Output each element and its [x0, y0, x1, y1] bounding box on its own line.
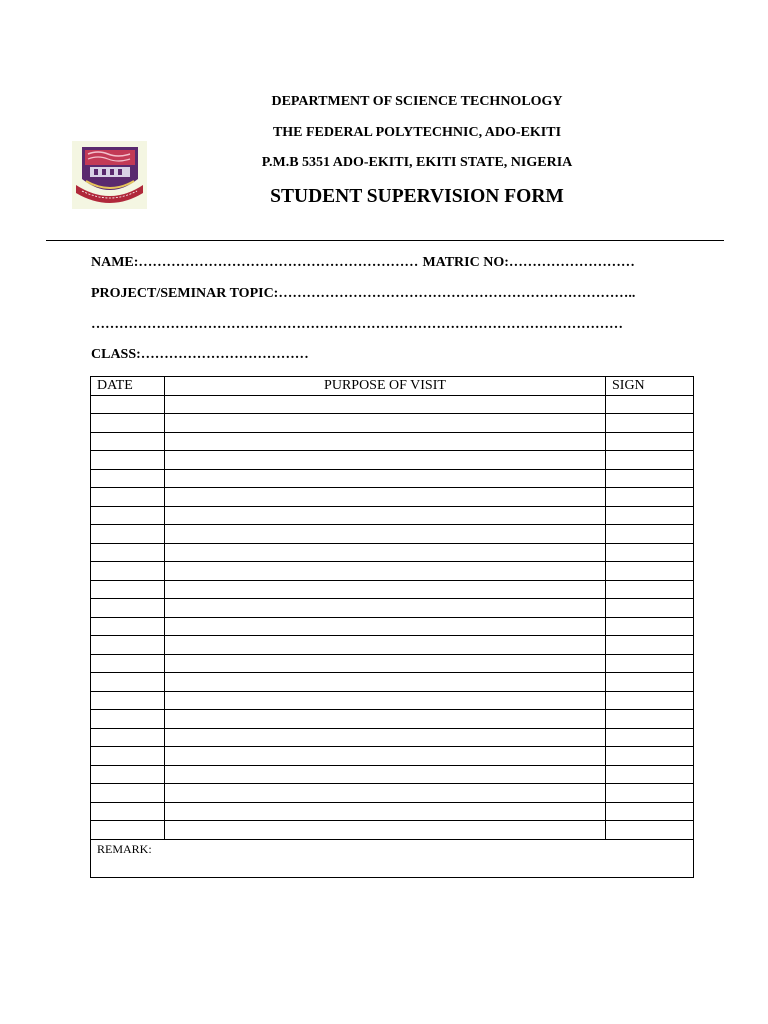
table-row — [91, 765, 694, 784]
table-row — [91, 506, 694, 525]
purpose-cell[interactable] — [165, 488, 606, 507]
date-cell[interactable] — [91, 617, 165, 636]
sign-cell[interactable] — [606, 469, 694, 488]
date-cell[interactable] — [91, 691, 165, 710]
class-field[interactable]: CLASS:……………………………… — [91, 347, 309, 362]
date-cell[interactable] — [91, 728, 165, 747]
date-cell[interactable] — [91, 562, 165, 581]
date-cell[interactable] — [91, 765, 165, 784]
purpose-cell[interactable] — [165, 525, 606, 544]
purpose-cell[interactable] — [165, 636, 606, 655]
address-heading: P.M.B 5351 ADO-EKITI, EKITI STATE, NIGERIA — [261, 155, 573, 170]
purpose-cell[interactable] — [165, 451, 606, 470]
sign-cell[interactable] — [606, 636, 694, 655]
visit-log-body — [91, 395, 694, 839]
sign-cell[interactable] — [606, 784, 694, 803]
sign-cell[interactable] — [606, 506, 694, 525]
sign-cell[interactable] — [606, 432, 694, 451]
sign-cell[interactable] — [606, 710, 694, 729]
table-row — [91, 654, 694, 673]
date-cell[interactable] — [91, 599, 165, 618]
name-matric-line — [91, 254, 635, 272]
header-divider — [46, 240, 724, 241]
sign-cell[interactable] — [606, 617, 694, 636]
date-cell[interactable] — [91, 525, 165, 544]
sign-cell[interactable] — [606, 580, 694, 599]
sign-cell[interactable] — [606, 654, 694, 673]
department-heading: DEPARTMENT OF SCIENCE TECHNOLOGY — [271, 94, 563, 109]
table-row — [91, 599, 694, 618]
visit-log-table — [90, 376, 694, 878]
purpose-cell[interactable] — [165, 395, 606, 414]
sign-cell[interactable] — [606, 691, 694, 710]
topic-field[interactable]: PROJECT/SEMINAR TOPIC:………………………………………………………………….. — [91, 286, 636, 301]
sign-cell[interactable] — [606, 821, 694, 840]
sign-cell[interactable] — [606, 414, 694, 433]
purpose-cell[interactable] — [165, 432, 606, 451]
table-row — [91, 710, 694, 729]
purpose-cell[interactable] — [165, 580, 606, 599]
sign-cell[interactable] — [606, 747, 694, 766]
purpose-cell[interactable] — [165, 673, 606, 692]
table-row — [91, 821, 694, 840]
sign-cell[interactable] — [606, 395, 694, 414]
purpose-column-header: PURPOSE OF VISIT — [165, 377, 606, 396]
purpose-cell[interactable] — [165, 710, 606, 729]
purpose-cell[interactable] — [165, 821, 606, 840]
topic-continuation-field[interactable]: …………………………………………………………………………………………………… — [91, 317, 623, 332]
purpose-cell[interactable] — [165, 414, 606, 433]
date-cell[interactable] — [91, 636, 165, 655]
purpose-cell[interactable] — [165, 747, 606, 766]
sign-cell[interactable] — [606, 765, 694, 784]
date-cell[interactable] — [91, 395, 165, 414]
table-row — [91, 802, 694, 821]
sign-cell[interactable] — [606, 543, 694, 562]
date-cell[interactable] — [91, 451, 165, 470]
date-cell[interactable] — [91, 802, 165, 821]
sign-column-header: SIGN — [606, 377, 694, 396]
sign-cell[interactable] — [606, 488, 694, 507]
date-cell[interactable] — [91, 654, 165, 673]
table-row — [91, 673, 694, 692]
purpose-cell[interactable] — [165, 543, 606, 562]
sign-cell[interactable] — [606, 451, 694, 470]
matric-field[interactable]: MATRIC NO:……………………… — [422, 255, 635, 270]
table-row — [91, 691, 694, 710]
table-row — [91, 580, 694, 599]
remark-label: REMARK: — [97, 841, 152, 856]
table-row — [91, 747, 694, 766]
sign-cell[interactable] — [606, 525, 694, 544]
purpose-cell[interactable] — [165, 784, 606, 803]
purpose-cell[interactable] — [165, 599, 606, 618]
date-cell[interactable] — [91, 488, 165, 507]
date-cell[interactable] — [91, 821, 165, 840]
remark-field[interactable] — [91, 839, 694, 877]
purpose-cell[interactable] — [165, 691, 606, 710]
sign-cell[interactable] — [606, 599, 694, 618]
table-row — [91, 617, 694, 636]
purpose-cell[interactable] — [165, 617, 606, 636]
table-row — [91, 784, 694, 803]
date-cell[interactable] — [91, 432, 165, 451]
date-cell[interactable] — [91, 580, 165, 599]
form-title: STUDENT SUPERVISION FORM — [270, 186, 564, 207]
purpose-cell[interactable] — [165, 728, 606, 747]
date-cell[interactable] — [91, 673, 165, 692]
table-row — [91, 562, 694, 581]
table-row — [91, 525, 694, 544]
date-cell[interactable] — [91, 747, 165, 766]
date-cell[interactable] — [91, 710, 165, 729]
sign-cell[interactable] — [606, 802, 694, 821]
remark-row — [91, 839, 694, 877]
institution-heading: THE FEDERAL POLYTECHNIC, ADO-EKITI — [272, 125, 562, 140]
sign-cell[interactable] — [606, 673, 694, 692]
purpose-cell[interactable] — [165, 469, 606, 488]
sign-cell[interactable] — [606, 728, 694, 747]
date-cell[interactable] — [91, 784, 165, 803]
purpose-cell[interactable] — [165, 506, 606, 525]
purpose-cell[interactable] — [165, 765, 606, 784]
table-row — [91, 543, 694, 562]
table-row — [91, 451, 694, 470]
purpose-cell[interactable] — [165, 654, 606, 673]
table-row — [91, 395, 694, 414]
date-cell[interactable] — [91, 469, 165, 488]
sign-cell[interactable] — [606, 562, 694, 581]
table-row — [91, 636, 694, 655]
date-cell[interactable] — [91, 543, 165, 562]
table-row — [91, 414, 694, 433]
date-cell[interactable] — [91, 506, 165, 525]
name-field[interactable]: NAME:…………………………………………………… — [91, 255, 419, 270]
date-cell[interactable] — [91, 414, 165, 433]
table-row — [91, 469, 694, 488]
table-row — [91, 728, 694, 747]
table-row — [91, 488, 694, 507]
purpose-cell[interactable] — [165, 802, 606, 821]
date-column-header: DATE — [91, 377, 165, 396]
table-row — [91, 432, 694, 451]
table-header-row — [91, 377, 694, 396]
purpose-cell[interactable] — [165, 562, 606, 581]
